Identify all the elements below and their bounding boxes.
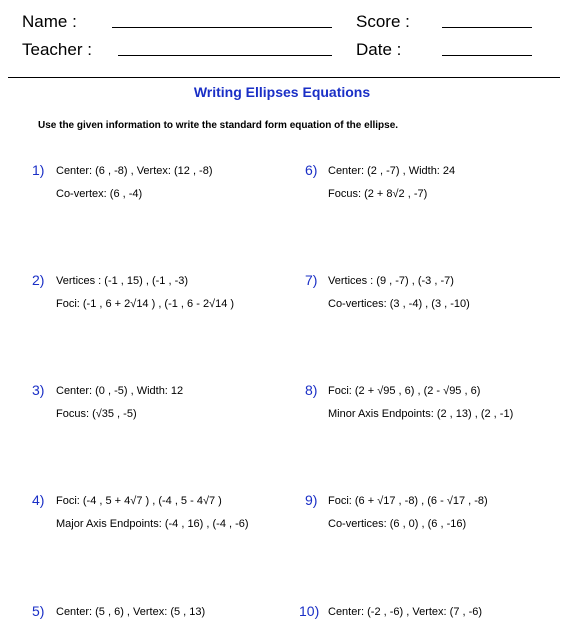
- problem-line-1: Center: (-2 , -6) , Vertex: (7 , -6): [328, 606, 483, 618]
- problem-line-2: Minor Axis Endpoints: (2 , 13) , (2 , -1): [328, 408, 514, 420]
- instructions: Use the given information to write the standard form equation of the ellipse.: [38, 120, 399, 131]
- problem-line-2: Focus: (2 + 8√2 , -7): [328, 188, 428, 200]
- problem-line-1: Vertices : (9 , -7) , (-3 , -7): [328, 275, 454, 287]
- problem-line-2: Foci: (-1 , 6 + 2√14 ) , (-1 , 6 - 2√14 ): [56, 298, 235, 310]
- problem-number: 3): [32, 382, 45, 398]
- teacher-label: Teacher :: [22, 40, 92, 59]
- problem-number: 10): [299, 603, 320, 619]
- problem-line-2: Focus: (√35 , -5): [56, 408, 137, 420]
- problem-number: 7): [305, 272, 318, 288]
- problem-number: 4): [32, 492, 45, 508]
- name-field-line[interactable]: [112, 27, 332, 28]
- header-divider: [8, 77, 560, 78]
- problem-line-1: Foci: (2 + √95 , 6) , (2 - √95 , 6): [328, 385, 481, 397]
- problem-number: 2): [32, 272, 45, 288]
- problem-number: 8): [305, 382, 318, 398]
- problem-line-2: Co-vertex: (6 , -4): [56, 188, 143, 200]
- teacher-field-line[interactable]: [118, 55, 332, 56]
- problem-line-1: Foci: (6 + √17 , -8) , (6 - √17 , -8): [328, 495, 488, 507]
- problem-number: 9): [305, 492, 318, 508]
- problem-number: 6): [305, 162, 318, 178]
- problem-line-1: Center: (2 , -7) , Width: 24: [328, 165, 456, 177]
- date-label: Date :: [356, 40, 402, 59]
- problem-line-1: Center: (0 , -5) , Width: 12: [56, 385, 184, 397]
- problem-number: 5): [32, 603, 45, 619]
- problem-line-2: Co-vertices: (6 , 0) , (6 , -16): [328, 518, 467, 530]
- date-field-line[interactable]: [442, 55, 532, 56]
- problem-line-2: Major Axis Endpoints: (-4 , 16) , (-4 , -6): [56, 518, 249, 530]
- worksheet-title: Writing Ellipses Equations: [193, 84, 371, 100]
- problem-line-1: Center: (6 , -8) , Vertex: (12 , -8): [56, 165, 213, 177]
- problem-line-1: Vertices : (-1 , 15) , (-1 , -3): [56, 275, 189, 287]
- problem-number: 1): [32, 162, 45, 178]
- problem-line-2: Co-vertices: (3 , -4) , (3 , -10): [328, 298, 470, 310]
- problem-line-1: Foci: (-4 , 5 + 4√7 ) , (-4 , 5 - 4√7 ): [56, 495, 222, 507]
- problem-line-1: Center: (5 , 6) , Vertex: (5 , 13): [56, 606, 206, 618]
- score-label: Score :: [356, 12, 410, 31]
- score-field-line[interactable]: [442, 27, 532, 28]
- name-label: Name :: [22, 12, 77, 31]
